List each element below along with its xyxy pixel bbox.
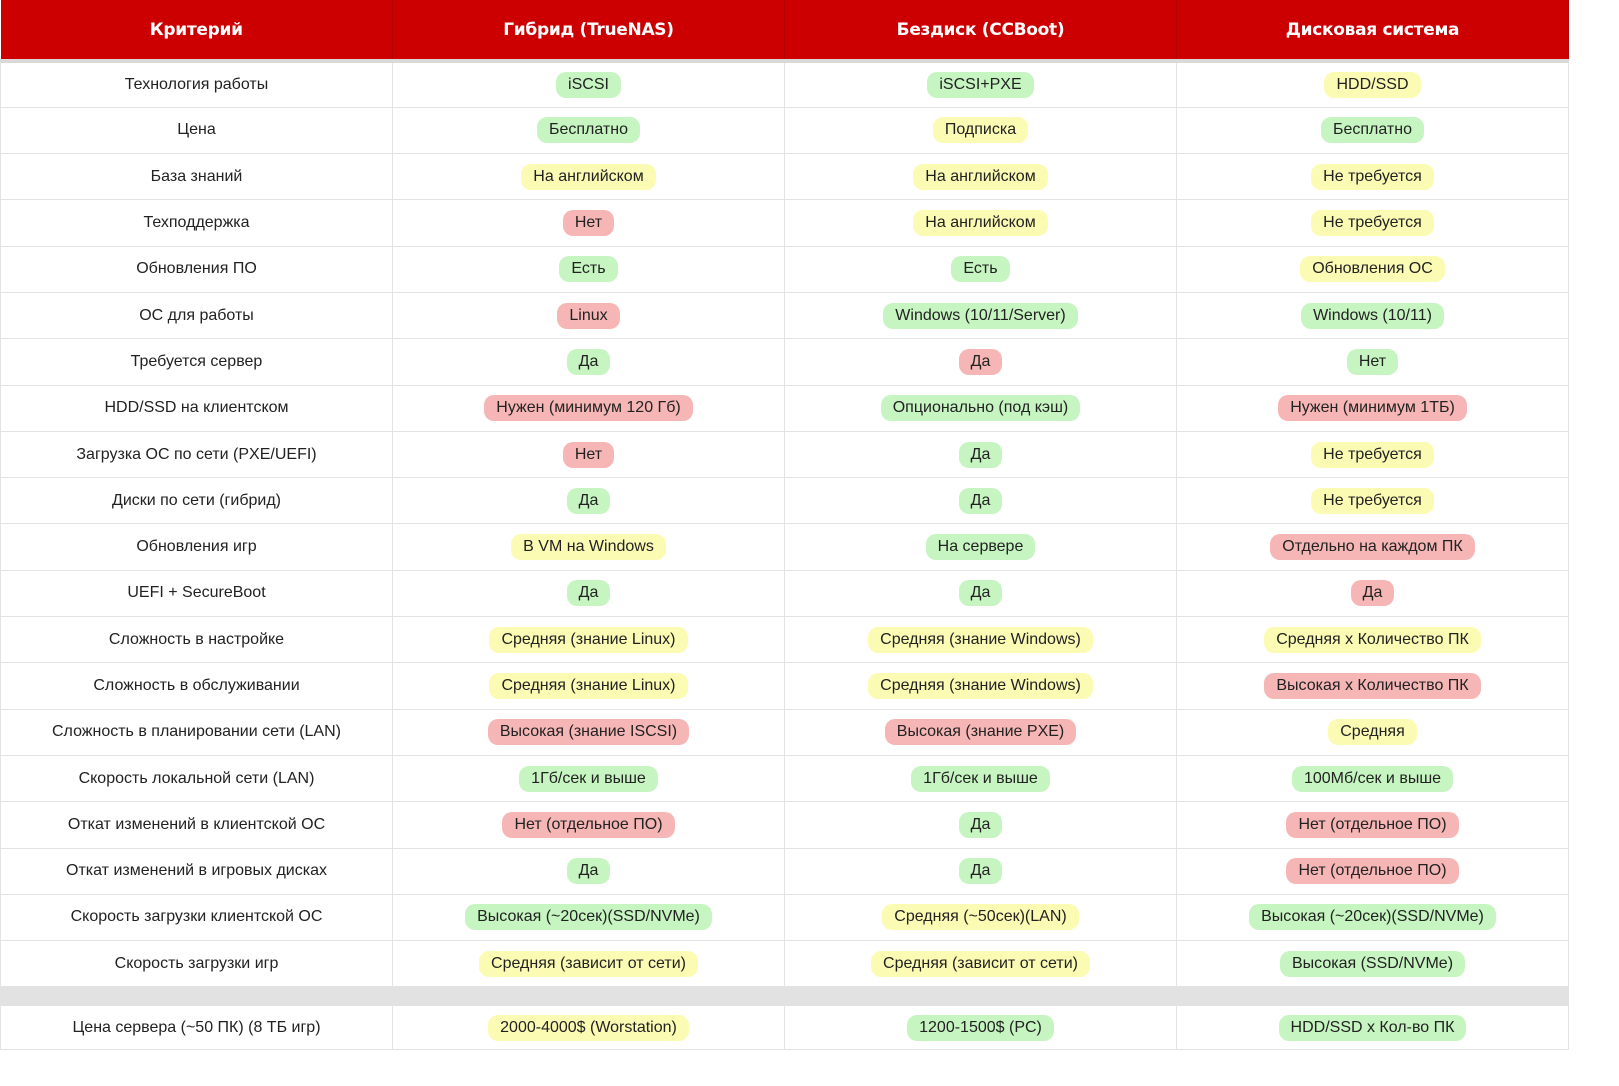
status-badge: Да <box>959 349 1003 375</box>
value-cell-disk-system <box>1177 570 1569 616</box>
status-badge: Нет <box>1347 349 1398 375</box>
value-cell-disk-system <box>1177 802 1569 848</box>
status-badge: Опционально (под кэш) <box>881 395 1081 421</box>
value-cell-diskless <box>785 894 1177 940</box>
value-cell-disk-system <box>1177 61 1569 107</box>
criterion-cell: Сложность в обслуживании <box>1 663 393 709</box>
value-cell-hybrid <box>393 431 785 477</box>
table-row <box>1 1006 1569 1050</box>
value-cell-diskless <box>785 1006 1177 1050</box>
criterion-cell: ОС для работы <box>1 292 393 338</box>
criterion-cell: Сложность в планировании сети (LAN) <box>1 709 393 755</box>
value-cell-diskless <box>785 431 1177 477</box>
value-cell-diskless <box>785 802 1177 848</box>
value-cell-diskless <box>785 570 1177 616</box>
status-badge: Средняя (знание Linux) <box>489 673 687 699</box>
status-badge: Есть <box>951 256 1009 282</box>
value-cell-disk-system <box>1177 431 1569 477</box>
status-badge: Есть <box>559 256 617 282</box>
value-cell-diskless <box>785 755 1177 801</box>
value-cell-diskless <box>785 941 1177 987</box>
value-cell-disk-system <box>1177 200 1569 246</box>
status-badge: Да <box>1351 580 1395 606</box>
value-cell-diskless <box>785 154 1177 200</box>
value-cell-disk-system <box>1177 524 1569 570</box>
status-badge: 1Гб/сек и выше <box>519 766 658 792</box>
status-badge: Средняя x Количество ПК <box>1264 627 1481 653</box>
status-badge: Отдельно на каждом ПК <box>1270 534 1474 560</box>
status-badge: Нужен (минимум 120 Гб) <box>484 395 692 421</box>
status-badge: Нет (отдельное ПО) <box>1286 858 1458 884</box>
status-badge: Windows (10/11) <box>1301 303 1444 329</box>
status-badge: HDD/SSD <box>1324 72 1420 98</box>
value-cell-diskless <box>785 617 1177 663</box>
status-badge: Linux <box>557 303 619 329</box>
criterion-cell: Обновления игр <box>1 524 393 570</box>
status-badge: Да <box>567 488 611 514</box>
value-cell-hybrid <box>393 107 785 153</box>
value-cell-diskless <box>785 61 1177 107</box>
criterion-cell: Загрузка ОС по сети (PXE/UEFI) <box>1 431 393 477</box>
status-badge: Windows (10/11/Server) <box>883 303 1077 329</box>
criterion-cell: Техподдержка <box>1 200 393 246</box>
status-badge: Средняя (знание Linux) <box>489 627 687 653</box>
value-cell-hybrid <box>393 941 785 987</box>
status-badge: Нужен (минимум 1ТБ) <box>1278 395 1467 421</box>
criterion-cell: Скорость загрузки клиентской ОС <box>1 894 393 940</box>
value-cell-disk-system <box>1177 339 1569 385</box>
table-row <box>1 524 1569 570</box>
criterion-cell: Скорость загрузки игр <box>1 941 393 987</box>
table-row <box>1 894 1569 940</box>
status-badge: Высокая (~20сек)(SSD/NVMe) <box>1249 904 1496 930</box>
status-badge: 100Мб/сек и выше <box>1292 766 1453 792</box>
status-badge: Не требуется <box>1311 164 1434 190</box>
status-badge: Да <box>959 580 1003 606</box>
value-cell-disk-system <box>1177 848 1569 894</box>
value-cell-disk-system <box>1177 246 1569 292</box>
status-badge: Нет <box>563 442 614 468</box>
criterion-cell: База знаний <box>1 154 393 200</box>
status-badge: На английском <box>913 210 1047 236</box>
status-badge: Да <box>959 858 1003 884</box>
table-row <box>1 385 1569 431</box>
status-badge: Бесплатно <box>1321 117 1424 143</box>
table-row <box>1 709 1569 755</box>
criterion-cell: Скорость локальной сети (LAN) <box>1 755 393 801</box>
table-body <box>1 61 1569 1050</box>
status-badge: Да <box>567 858 611 884</box>
value-cell-diskless <box>785 524 1177 570</box>
value-cell-hybrid <box>393 524 785 570</box>
header-criterion: Критерий <box>1 0 393 61</box>
value-cell-hybrid <box>393 755 785 801</box>
value-cell-hybrid <box>393 570 785 616</box>
value-cell-hybrid <box>393 154 785 200</box>
value-cell-hybrid <box>393 663 785 709</box>
status-badge: Высокая (~20сек)(SSD/NVMe) <box>465 904 712 930</box>
header-diskless-ccboot: Бездиск (CCBoot) <box>785 0 1177 61</box>
criterion-cell: Сложность в настройке <box>1 617 393 663</box>
status-badge: Не требуется <box>1311 442 1434 468</box>
table-row <box>1 941 1569 987</box>
status-badge: iSCSI+PXE <box>927 72 1033 98</box>
table-row <box>1 339 1569 385</box>
status-badge: На английском <box>913 164 1047 190</box>
value-cell-diskless <box>785 385 1177 431</box>
status-badge: Обновления ОС <box>1300 256 1445 282</box>
status-badge: На сервере <box>926 534 1036 560</box>
table-row <box>1 802 1569 848</box>
value-cell-hybrid <box>393 709 785 755</box>
status-badge: В VM на Windows <box>511 534 666 560</box>
status-badge: Бесплатно <box>537 117 640 143</box>
table-row <box>1 431 1569 477</box>
value-cell-disk-system <box>1177 107 1569 153</box>
status-badge: Высокая (знание PXE) <box>885 719 1076 745</box>
value-cell-disk-system <box>1177 1006 1569 1050</box>
header-hybrid-truenas: Гибрид (TrueNAS) <box>393 0 785 61</box>
value-cell-hybrid <box>393 61 785 107</box>
table-row <box>1 617 1569 663</box>
table-row <box>1 478 1569 524</box>
value-cell-diskless <box>785 292 1177 338</box>
status-badge: 1Гб/сек и выше <box>911 766 1050 792</box>
value-cell-diskless <box>785 663 1177 709</box>
value-cell-hybrid <box>393 478 785 524</box>
status-badge: Средняя (зависит от сети) <box>479 951 698 977</box>
status-badge: Да <box>567 349 611 375</box>
value-cell-disk-system <box>1177 478 1569 524</box>
status-badge: Нет (отдельное ПО) <box>1286 812 1458 838</box>
value-cell-hybrid <box>393 1006 785 1050</box>
value-cell-hybrid <box>393 246 785 292</box>
status-badge: Да <box>959 488 1003 514</box>
value-cell-disk-system <box>1177 941 1569 987</box>
table-header <box>1 0 1569 61</box>
table-row <box>1 246 1569 292</box>
criterion-cell: Откат изменений в игровых дисках <box>1 848 393 894</box>
criterion-cell: Обновления ПО <box>1 246 393 292</box>
value-cell-disk-system <box>1177 385 1569 431</box>
table-row <box>1 61 1569 107</box>
table-row <box>1 848 1569 894</box>
value-cell-disk-system <box>1177 292 1569 338</box>
value-cell-hybrid <box>393 339 785 385</box>
criterion-cell: Требуется сервер <box>1 339 393 385</box>
table-row <box>1 107 1569 153</box>
status-badge: Средняя (знание Windows) <box>868 673 1093 699</box>
value-cell-diskless <box>785 848 1177 894</box>
table-row <box>1 154 1569 200</box>
value-cell-disk-system <box>1177 663 1569 709</box>
value-cell-hybrid <box>393 617 785 663</box>
table-row <box>1 200 1569 246</box>
table-row <box>1 663 1569 709</box>
status-badge: 2000-4000$ (Worstation) <box>488 1015 689 1041</box>
value-cell-disk-system <box>1177 709 1569 755</box>
status-badge: Да <box>959 442 1003 468</box>
table-row <box>1 292 1569 338</box>
status-badge: Средняя <box>1328 719 1417 745</box>
status-badge: iSCSI <box>556 72 621 98</box>
status-badge: Не требуется <box>1311 210 1434 236</box>
status-badge: Не требуется <box>1311 488 1434 514</box>
separator-row <box>1 987 1569 1006</box>
value-cell-diskless <box>785 339 1177 385</box>
value-cell-diskless <box>785 200 1177 246</box>
value-cell-diskless <box>785 107 1177 153</box>
criterion-cell: Диски по сети (гибрид) <box>1 478 393 524</box>
status-badge: Средняя (знание Windows) <box>868 627 1093 653</box>
value-cell-diskless <box>785 478 1177 524</box>
value-cell-disk-system <box>1177 755 1569 801</box>
value-cell-diskless <box>785 709 1177 755</box>
status-badge: Высокая x Количество ПК <box>1264 673 1480 699</box>
status-badge: Да <box>567 580 611 606</box>
status-badge: Средняя (~50сек)(LAN) <box>882 904 1078 930</box>
value-cell-hybrid <box>393 385 785 431</box>
status-badge: Да <box>959 812 1003 838</box>
separator-cell <box>1 987 1569 1006</box>
status-badge: Средняя (зависит от сети) <box>871 951 1090 977</box>
value-cell-disk-system <box>1177 894 1569 940</box>
value-cell-disk-system <box>1177 154 1569 200</box>
value-cell-diskless <box>785 246 1177 292</box>
value-cell-hybrid <box>393 894 785 940</box>
value-cell-hybrid <box>393 292 785 338</box>
header-disk-system: Дисковая система <box>1177 0 1569 61</box>
value-cell-hybrid <box>393 802 785 848</box>
status-badge: 1200-1500$ (PC) <box>907 1015 1054 1041</box>
criterion-cell: Откат изменений в клиентской ОС <box>1 802 393 848</box>
criterion-cell: Цена сервера (~50 ПК) (8 ТБ игр) <box>1 1006 393 1050</box>
criterion-cell: Цена <box>1 107 393 153</box>
status-badge: HDD/SSD x Кол-во ПК <box>1279 1015 1467 1041</box>
value-cell-hybrid <box>393 848 785 894</box>
value-cell-disk-system <box>1177 617 1569 663</box>
status-badge: Высокая (SSD/NVMe) <box>1280 951 1465 977</box>
value-cell-hybrid <box>393 200 785 246</box>
status-badge: Высокая (знание ISCSI) <box>488 719 689 745</box>
status-badge: Подписка <box>933 117 1028 143</box>
header-row <box>1 0 1569 61</box>
criterion-cell: HDD/SSD на клиентском <box>1 385 393 431</box>
status-badge: Нет (отдельное ПО) <box>502 812 674 838</box>
criterion-cell: Технология работы <box>1 61 393 107</box>
criterion-cell: UEFI + SecureBoot <box>1 570 393 616</box>
status-badge: Нет <box>563 210 614 236</box>
status-badge: На английском <box>521 164 655 190</box>
table-row <box>1 755 1569 801</box>
table-row <box>1 570 1569 616</box>
